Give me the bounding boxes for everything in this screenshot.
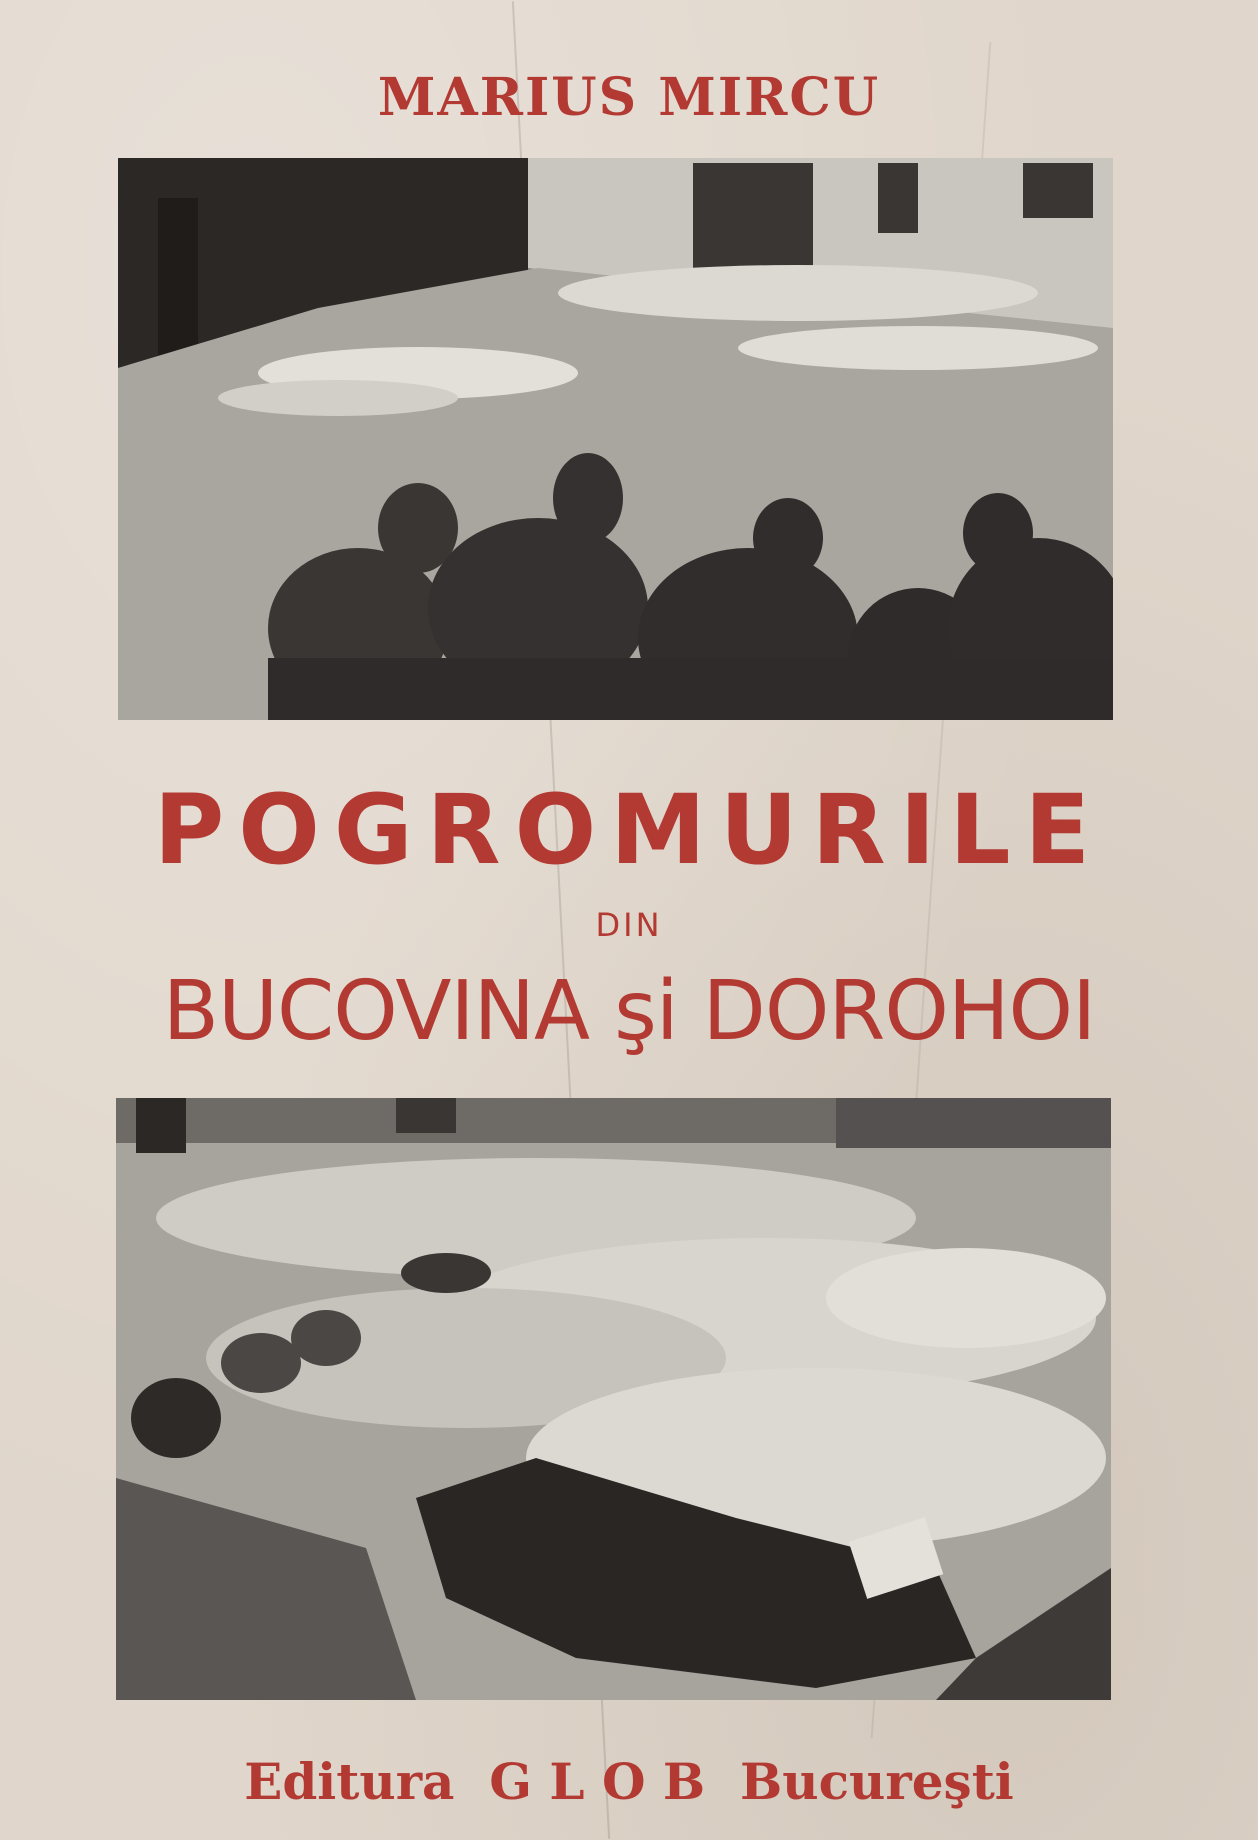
book-subtitle: BUCOVINA şi DOROHOI [162, 964, 1096, 1059]
author-name: MARIUS MIRCU [377, 67, 881, 128]
cover-photo-bottom [116, 1098, 1111, 1700]
photo-bottom-illustration [116, 1098, 1111, 1700]
photo-top-illustration [118, 158, 1113, 720]
publisher-imprint: Editura G L O B Bucureşti [244, 1752, 1014, 1811]
cover-photo-top [118, 158, 1113, 720]
title-connector: DIN [595, 906, 663, 944]
book-title: POGROMURILE [153, 774, 1105, 886]
